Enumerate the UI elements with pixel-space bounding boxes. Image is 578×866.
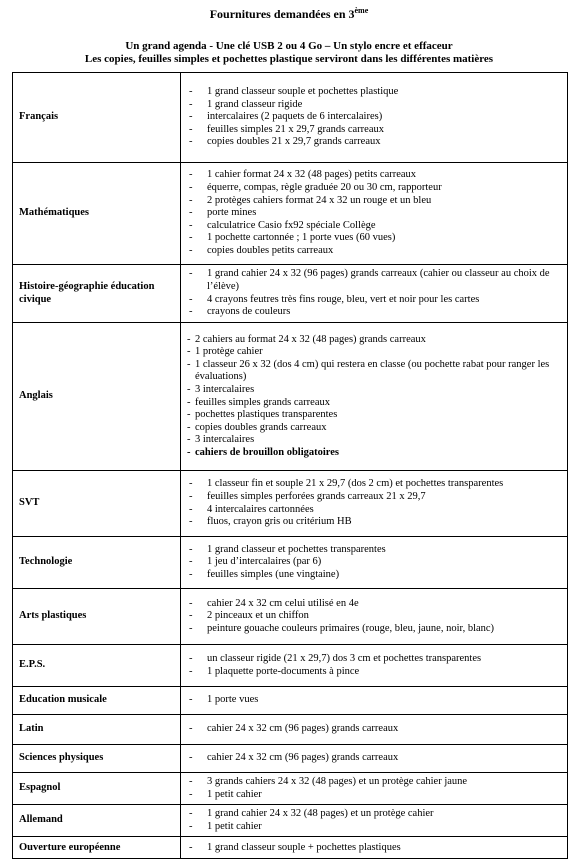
supply-list	[187, 86, 563, 149]
list-item: - 3 intercalaires	[187, 384, 563, 397]
list-item: - feuilles simples 21 x 29,7 grands carreaux	[187, 124, 563, 137]
supply-cell	[181, 837, 568, 859]
subject-name: Histoire-géographie éducation civique	[13, 265, 181, 323]
list-item: - copies doubles 21 x 29,7 grands carreaux	[187, 136, 563, 149]
subject-name: Sciences physiques	[13, 745, 181, 773]
list-item: - 1 petit cahier	[187, 821, 563, 834]
supply-cell	[181, 645, 568, 687]
supply-cell	[181, 471, 568, 537]
list-item: - 1 pochette cartonnée ; 1 porte vues (60 vues)	[187, 232, 563, 245]
list-item: - 1 grand classeur rigide	[187, 99, 563, 112]
supply-list	[187, 752, 563, 765]
list-item: - 2 protèges cahiers format 24 x 32 un rouge et un bleu	[187, 195, 563, 208]
list-item: - 1 jeu d’intercalaires (par 6)	[187, 556, 563, 569]
supply-list	[187, 694, 563, 707]
list-item: - 1 grand classeur et pochettes transparentes	[187, 544, 563, 557]
table-row	[13, 537, 568, 589]
subject-name: E.P.S.	[13, 645, 181, 687]
list-item: - 1 plaquette porte-documents à pince	[187, 666, 563, 679]
supply-list	[187, 653, 563, 678]
page-title: Fournitures demandées en 3ème	[209, 6, 369, 21]
list-item: - calculatrice Casio fx92 spéciale Collège	[187, 220, 563, 233]
list-item: - crayons de couleurs	[187, 306, 563, 319]
supply-cell	[181, 589, 568, 645]
supply-list	[187, 808, 563, 833]
subject-name: Allemand	[13, 805, 181, 837]
supply-cell	[181, 537, 568, 589]
table-row	[13, 645, 568, 687]
supply-cell	[181, 715, 568, 745]
list-item: - 2 pinceaux et un chiffon	[187, 610, 563, 623]
list-item: - 1 petit cahier	[187, 789, 563, 802]
list-item: - 1 protège cahier	[187, 346, 563, 359]
table-row	[13, 773, 568, 805]
list-item: - pochettes plastiques transparentes	[187, 409, 563, 422]
list-item: - 1 classeur 26 x 32 (dos 4 cm) qui restera en classe (ou pochette rabat pour ranger les évaluations)	[187, 359, 563, 384]
list-item: - feuilles simples (une vingtaine)	[187, 569, 563, 582]
list-item: - 1 porte vues	[187, 694, 563, 707]
list-item: - 4 intercalaires cartonnées	[187, 504, 563, 517]
table-row	[13, 589, 568, 645]
supply-cell	[181, 323, 568, 471]
supply-list	[187, 478, 563, 528]
supplies-table-body	[13, 73, 568, 859]
supply-list	[187, 723, 563, 736]
list-item: - fluos, crayon gris ou critérium HB	[187, 516, 563, 529]
table-row	[13, 805, 568, 837]
subject-name: Espagnol	[13, 773, 181, 805]
list-item: - copies doubles grands carreaux	[187, 422, 563, 435]
list-item: - 1 grand classeur souple + pochettes plastiques	[187, 842, 563, 855]
subject-name: Education musicale	[13, 687, 181, 715]
supply-list	[187, 842, 563, 855]
supply-list	[187, 169, 563, 257]
supply-cell	[181, 805, 568, 837]
supply-cell	[181, 773, 568, 805]
supply-cell	[181, 745, 568, 773]
list-item: - un classeur rigide (21 x 29,7) dos 3 cm et pochettes transparentes	[187, 653, 563, 666]
list-item: - 4 crayons feutres très fins rouge, bleu, vert et noir pour les cartes	[187, 294, 563, 307]
subtitle-line-2: Les copies, feuilles simples et pochettes plastique serviront dans les différentes matières	[84, 53, 494, 65]
table-row	[13, 837, 568, 859]
supply-cell	[181, 265, 568, 323]
list-item: - 3 grands cahiers 24 x 32 (48 pages) et un protège cahier jaune	[187, 776, 563, 789]
title-superscript: ème	[354, 6, 369, 15]
list-item: - feuilles simples perforées grands carreaux 21 x 29,7	[187, 491, 563, 504]
list-item: - cahier 24 x 32 cm (96 pages) grands carreaux	[187, 752, 563, 765]
list-item: - cahier 24 x 32 cm (96 pages) grands carreaux	[187, 723, 563, 736]
subject-name: Latin	[13, 715, 181, 745]
list-item: - 2 cahiers au format 24 x 32 (48 pages) grands carreaux	[187, 334, 563, 347]
supply-cell	[181, 687, 568, 715]
subject-name: Technologie	[13, 537, 181, 589]
subject-name: Arts plastiques	[13, 589, 181, 645]
table-row	[13, 715, 568, 745]
subject-name: Mathématiques	[13, 163, 181, 265]
table-row	[13, 323, 568, 471]
list-item: - peinture gouache couleurs primaires (rouge, bleu, jaune, noir, blanc)	[187, 623, 563, 636]
subject-name: Ouverture européenne	[13, 837, 181, 859]
list-item: - cahier 24 x 32 cm celui utilisé en 4e	[187, 598, 563, 611]
subtitle-line-1: Un grand agenda - Une clé USB 2 ou 4 Go – Un stylo encre et effaceur	[125, 40, 453, 52]
supply-cell	[181, 163, 568, 265]
list-item: - intercalaires (2 paquets de 6 intercalaires)	[187, 111, 563, 124]
subject-name: SVT	[13, 471, 181, 537]
list-item: - 1 classeur fin et souple 21 x 29,7 (dos 2 cm) et pochettes transparentes	[187, 478, 563, 491]
list-item: - 1 grand classeur souple et pochettes plastique	[187, 86, 563, 99]
supply-list	[187, 776, 563, 801]
list-item: - 1 grand cahier 24 x 32 (96 pages) grands carreaux (cahier ou classeur au choix de l’élève)	[187, 268, 563, 293]
list-item: - copies doubles petits carreaux	[187, 245, 563, 258]
supply-list	[187, 268, 563, 318]
list-item: - cahiers de brouillon obligatoires	[187, 447, 563, 460]
list-item: - feuilles simples grands carreaux	[187, 397, 563, 410]
list-item: - 3 intercalaires	[187, 434, 563, 447]
list-item: - porte mines	[187, 207, 563, 220]
list-item: - équerre, compas, règle graduée 20 ou 30 cm, rapporteur	[187, 182, 563, 195]
subject-name: Français	[13, 73, 181, 163]
table-row	[13, 73, 568, 163]
supply-list	[187, 544, 563, 582]
supply-list	[187, 598, 563, 636]
table-row	[13, 687, 568, 715]
table-row	[13, 163, 568, 265]
list-item: - 1 cahier format 24 x 32 (48 pages) petits carreaux	[187, 169, 563, 182]
table-row	[13, 265, 568, 323]
supplies-table	[12, 72, 568, 859]
table-row	[13, 745, 568, 773]
supply-cell	[181, 73, 568, 163]
table-row	[13, 471, 568, 537]
list-item: - 1 grand cahier 24 x 32 (48 pages) et un protège cahier	[187, 808, 563, 821]
subject-name: Anglais	[13, 323, 181, 471]
supply-list	[187, 334, 563, 460]
